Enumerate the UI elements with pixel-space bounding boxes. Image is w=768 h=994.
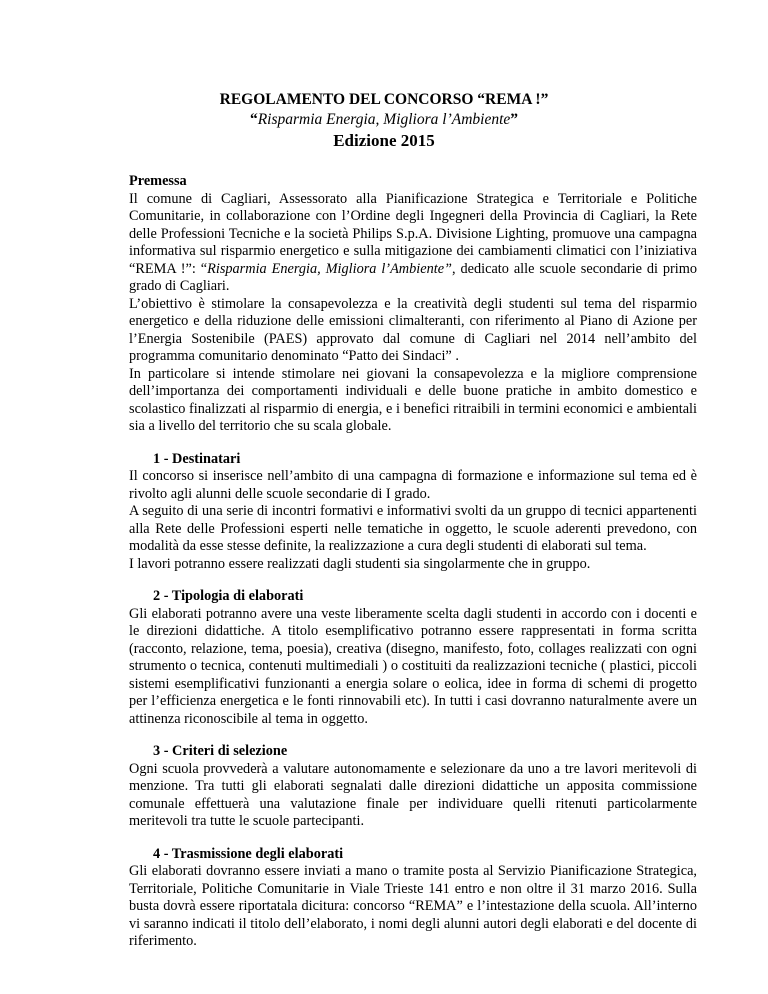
premessa-paragraph-1 [129,191,697,296]
premessa-paragraph-2: L’obiettivo è stimolare la consapevolezza e la creatività degli studenti sul tema del risparmio energetico e della riduzione delle emissioni climalteranti, con riferimento al Piano di Azione per l’Energia Sostenibile (PAES) approvato dal comune di Cagliari nel 2014 nell’ambito del programma comunitario denominato “Patto dei Sindaci” . [129,295,697,364]
subtitle-close-quote: ” [510,111,519,128]
section-2-paragraph-1: Gli elaborati potranno avere una veste liberamente scelta dagli studenti in accordo con i docenti e le direzioni didattiche. A titolo esemplificativo potranno essere rappresentati in forma scritta (racconto, relazione, tema, poesia), creativa (disegno, manifesto, foto, collages realizzati con ogni strumento o tecnica, contenuti multimediali ) o costituiti da realizzazioni tecniche ( plastici, piccoli sistemi esemplificativi funzionanti a energia solare o eolica, idee in forma di schemi di progetto per l’efficienza energetica e le fonti rinnovabili etc). In tutti i casi dovranno naturalmente avere un attinenza riconoscibile al tema in oggetto. [129,605,697,727]
section-3-paragraph-1: Ogni scuola provvederà a valutare autonomamente e selezionare da uno a tre lavori meritevoli di menzione. Tra tutti gli elaborati segnalati dalle direzioni didattiche un apposita commissione comunale effettuerà una valutazione finale per individuare quelli ritenuti particolarmente meritevoli tra tutte le scuole partecipanti. [129,760,697,829]
section-4-heading: 4 - Trasmissione degli elaborati [153,845,344,862]
document-subtitle [0,110,768,130]
subtitle-text: Risparmia Energia, Migliora l’Ambiente [257,111,511,128]
document-header [0,90,768,152]
section-1-paragraph-3: I lavori potranno essere realizzati dagli studenti sia singolarmente che in gruppo. [129,555,591,572]
document-edition: Edizione 2015 [333,131,435,150]
premessa-paragraph-3: In particolare si intende stimolare nei giovani la consapevolezza e la migliore comprensione dell’importanza dei comportamenti individuali e delle buone pratiche in ambito domestico e scolastico finalizzati al risparmio di energia, e i benefici ritraibili in termini economici e ambientali sia a livello del territorio che su scala globale. [129,365,697,434]
premessa-p1-text-b: , dedicato alle scuole secondarie di primo grado di Cagliari. [129,260,697,294]
subtitle-open-quote: “ [249,111,258,128]
section-1-paragraph-1: Il concorso si inserisce nell’ambito di una campagna di formazione e informazione sul tema ed è rivolto agli alunni delle scuole secondarie di I grado. [129,468,697,502]
premessa-heading: Premessa [129,173,187,189]
document-body [129,173,697,951]
premessa-p1-italic: Risparmia Energia, Migliora l’Ambiente” [207,260,453,277]
document-title: REGOLAMENTO DEL CONCORSO “REMA !” [219,91,549,108]
section-1-heading: 1 - Destinatari [153,450,241,467]
section-2-heading: 2 - Tipologia di elaborati [153,588,304,604]
section-1-paragraph-2: A seguito di una serie di incontri formativi e informativi svolti da un gruppo di tecnici appartenenti alla Rete delle Professioni esperti nelle tematiche in oggetto, le scuole aderenti prevedono, con modalità da esse stesse definite, la realizzazione a cura degli studenti di elaborati sul tema. [129,503,697,554]
section-4-paragraph-1: Gli elaborati dovranno essere inviati a mano o tramite posta al Servizio Pianificazione Strategica, Territoriale, Politiche Comunitarie in Viale Trieste 141 entro e non oltre il 31 marzo 2016. Sulla busta dovrà essere riportatala dicitura: concorso “REMA” e l’intestazione della scuola. All’interno vi saranno indicati il titolo dell’elaborato, i nomi degli alunni autori degli elaborati e del docente di riferimento. [129,863,697,949]
premessa-p1-text-a: Il comune di Cagliari, Assessorato alla Pianificazione Strategica e Territoriale e Politiche Comunitarie, in collaborazione con l’Ordine degli Ingegneri della Provincia di Cagliari, la Rete delle Professioni Tecniche e la società Philips S.p.A. Divisione Lighting, promuove una campagna informativa sul risparmio energetico e sulla mitigazione dei cambiamenti climatici con l’iniziativa “REMA !”: “ [129,190,697,277]
section-3-heading: 3 - Criteri di selezione [153,743,288,759]
